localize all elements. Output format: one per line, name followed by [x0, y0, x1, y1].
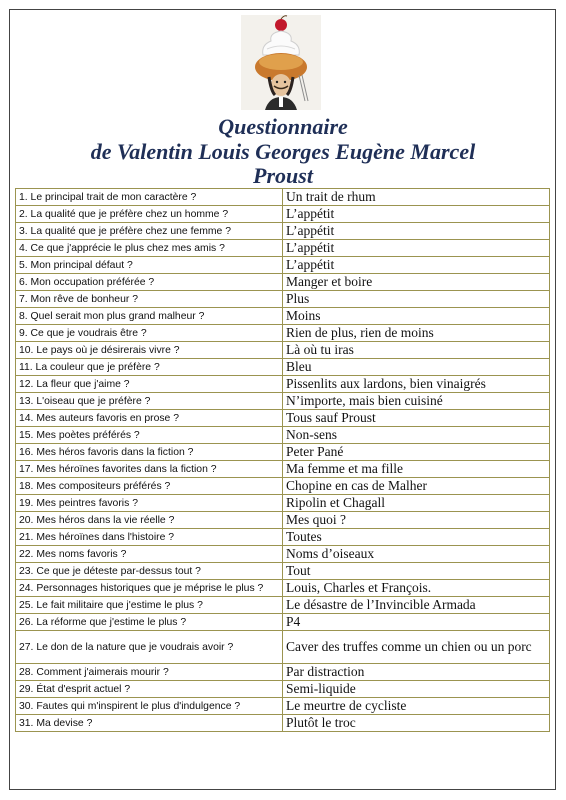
- table-row: [16, 376, 550, 393]
- table-row: [16, 189, 550, 206]
- question-cell: 10. Le pays où je désirerais vivre ?: [16, 342, 283, 359]
- table-row: [16, 529, 550, 546]
- answer-cell: Plutôt le troc: [283, 715, 550, 732]
- question-cell: 6. Mon occupation préférée ?: [16, 274, 283, 291]
- table-row: [16, 580, 550, 597]
- question-cell: 17. Mes héroïnes favorites dans la fiction ?: [16, 461, 283, 478]
- table-row: [16, 427, 550, 444]
- answer-cell: L’appétit: [283, 223, 550, 240]
- answer-cell: Caver des truffes comme un chien ou un porc: [283, 631, 550, 664]
- question-cell: 23. Ce que je déteste par-dessus tout ?: [16, 563, 283, 580]
- questionnaire-table: [15, 188, 550, 732]
- answer-cell: Non-sens: [283, 427, 550, 444]
- answer-cell: Tous sauf Proust: [283, 410, 550, 427]
- table-row: [16, 461, 550, 478]
- table-row: [16, 274, 550, 291]
- table-row: [16, 223, 550, 240]
- table-row: [16, 308, 550, 325]
- answer-cell: Un trait de rhum: [283, 189, 550, 206]
- answer-cell: Pissenlits aux lardons, bien vinaigrés: [283, 376, 550, 393]
- answer-cell: Moins: [283, 308, 550, 325]
- answer-cell: Bleu: [283, 359, 550, 376]
- answer-cell: L’appétit: [283, 206, 550, 223]
- table-row: [16, 698, 550, 715]
- answer-cell: Toutes: [283, 529, 550, 546]
- question-cell: 9. Ce que je voudrais être ?: [16, 325, 283, 342]
- question-cell: 29. État d'esprit actuel ?: [16, 681, 283, 698]
- answer-cell: Le meurtre de cycliste: [283, 698, 550, 715]
- question-cell: 25. Le fait militaire que j'estime le plus ?: [16, 597, 283, 614]
- answer-cell: Plus: [283, 291, 550, 308]
- question-cell: 12. La fleur que j'aime ?: [16, 376, 283, 393]
- question-cell: 8. Quel serait mon plus grand malheur ?: [16, 308, 283, 325]
- question-cell: 30. Fautes qui m'inspirent le plus d'indulgence ?: [16, 698, 283, 715]
- title-line-1: Questionnaire: [218, 114, 348, 139]
- table-row: [16, 715, 550, 732]
- table-row: [16, 325, 550, 342]
- answer-cell: L’appétit: [283, 257, 550, 274]
- table-row: [16, 597, 550, 614]
- question-cell: 5. Mon principal défaut ?: [16, 257, 283, 274]
- title-line-3: Proust: [253, 163, 313, 188]
- answer-cell: Noms d’oiseaux: [283, 546, 550, 563]
- table-row: [16, 664, 550, 681]
- answer-cell: Louis, Charles et François.: [283, 580, 550, 597]
- question-cell: 14. Mes auteurs favoris en prose ?: [16, 410, 283, 427]
- table-row: [16, 206, 550, 223]
- answer-cell: Le désastre de l’Invincible Armada: [283, 597, 550, 614]
- question-cell: 3. La qualité que je préfère chez une femme ?: [16, 223, 283, 240]
- table-row: [16, 631, 550, 664]
- answer-cell: Tout: [283, 563, 550, 580]
- answer-cell: Semi-liquide: [283, 681, 550, 698]
- table-row: [16, 512, 550, 529]
- question-cell: 31. Ma devise ?: [16, 715, 283, 732]
- question-cell: 22. Mes noms favoris ?: [16, 546, 283, 563]
- answer-cell: Ma femme et ma fille: [283, 461, 550, 478]
- answer-cell: Peter Pané: [283, 444, 550, 461]
- answer-cell: N’importe, mais bien cuisiné: [283, 393, 550, 410]
- table-row: [16, 478, 550, 495]
- answer-cell: Là où tu iras: [283, 342, 550, 359]
- table-row: [16, 546, 550, 563]
- question-cell: 21. Mes héroïnes dans l'histoire ?: [16, 529, 283, 546]
- answer-cell: P4: [283, 614, 550, 631]
- question-cell: 2. La qualité que je préfère chez un homme ?: [16, 206, 283, 223]
- question-cell: 28. Comment j'aimerais mourir ?: [16, 664, 283, 681]
- answer-cell: Par distraction: [283, 664, 550, 681]
- table-row: [16, 681, 550, 698]
- title-line-2: de Valentin Louis Georges Eugène Marcel: [90, 139, 476, 164]
- answer-cell: Chopine en cas de Malher: [283, 478, 550, 495]
- question-cell: 20. Mes héros dans la vie réelle ?: [16, 512, 283, 529]
- question-cell: 11. La couleur que je préfère ?: [16, 359, 283, 376]
- question-cell: 4. Ce que j'apprécie le plus chez mes amis ?: [16, 240, 283, 257]
- table-row: [16, 495, 550, 512]
- question-cell: 18. Mes compositeurs préférés ?: [16, 478, 283, 495]
- table-row: [16, 444, 550, 461]
- question-cell: 24. Personnages historiques que je méprise le plus ?: [16, 580, 283, 597]
- question-cell: 19. Mes peintres favoris ?: [16, 495, 283, 512]
- answer-cell: Rien de plus, rien de moins: [283, 325, 550, 342]
- question-cell: 7. Mon rêve de bonheur ?: [16, 291, 283, 308]
- question-cell: 1. Le principal trait de mon caractère ?: [16, 189, 283, 206]
- question-cell: 13. L'oiseau que je préfère ?: [16, 393, 283, 410]
- answer-cell: Mes quoi ?: [283, 512, 550, 529]
- table-row: [16, 563, 550, 580]
- portrait-illustration: [241, 15, 321, 110]
- table-row: [16, 393, 550, 410]
- question-cell: 27. Le don de la nature que je voudrais avoir ?: [16, 631, 283, 664]
- answer-cell: L’appétit: [283, 240, 550, 257]
- table-row: [16, 342, 550, 359]
- table-row: [16, 410, 550, 427]
- answer-cell: Ripolin et Chagall: [283, 495, 550, 512]
- question-cell: 15. Mes poètes préférés ?: [16, 427, 283, 444]
- table-row: [16, 614, 550, 631]
- question-cell: 26. La réforme que j'estime le plus ?: [16, 614, 283, 631]
- table-row: [16, 291, 550, 308]
- table-row: [16, 359, 550, 376]
- table-row: [16, 257, 550, 274]
- answer-cell: Manger et boire: [283, 274, 550, 291]
- question-cell: 16. Mes héros favoris dans la fiction ?: [16, 444, 283, 461]
- table-row: [16, 240, 550, 257]
